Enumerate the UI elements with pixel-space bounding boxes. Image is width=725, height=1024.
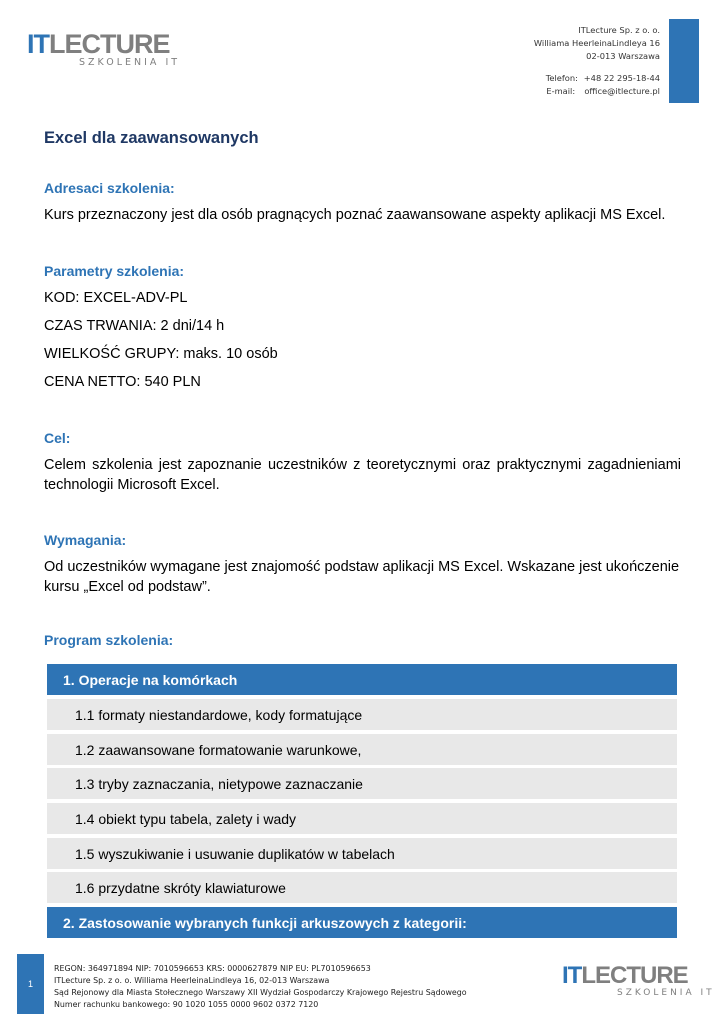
footer-logo [562, 964, 715, 998]
footer-registry: REGON: 364971894 NIP: 7010596653 KRS: 0000627879 NIP EU: PL7010596653 [54, 964, 371, 973]
footer-logo-tagline: SZKOLENIA IT [617, 988, 715, 998]
company-info [534, 24, 660, 98]
program-item-1-1: 1.1 formaty niestandardowe, kody formatujące [47, 699, 677, 730]
addressees-text: Kurs przeznaczony jest dla osób pragnących poznać zaawansowane aspekty aplikacji MS Excel. [44, 207, 666, 223]
logo-prefix: IT [27, 29, 49, 59]
program-section-1: 1. Operacje na komórkach [47, 664, 677, 695]
document-title: Excel dla zaawansowanych [44, 129, 259, 147]
page-number-bar [17, 954, 44, 1014]
logo-word: LECTURE [49, 29, 170, 59]
header-accent-bar [669, 19, 699, 103]
goal-heading: Cel: [44, 430, 71, 446]
param-price: CENA NETTO: 540 PLN [44, 374, 201, 390]
company-phone [534, 72, 660, 85]
params-heading: Parametry szkolenia: [44, 263, 185, 279]
company-logo [27, 30, 180, 68]
company-city: 02-013 Warszawa [586, 51, 660, 61]
page-number: 1 [27, 979, 33, 989]
param-duration: CZAS TRWANIA: 2 dni/14 h [44, 318, 225, 334]
addressees-heading: Adresaci szkolenia: [44, 180, 175, 196]
program-item-1-6: 1.6 przydatne skróty klawiaturowe [47, 872, 677, 903]
footer-logo-prefix: IT [562, 962, 582, 989]
footer-logo-word: LECTURE [581, 962, 688, 989]
company-name: ITLecture Sp. z o. o. [578, 25, 660, 35]
program-item-1-5: 1.5 wyszukiwanie i usuwanie duplikatów w tabelach [47, 838, 677, 869]
param-code: KOD: EXCEL-ADV-PL [44, 290, 188, 306]
requirements-text: Od uczestników wymagane jest znajomość podstaw aplikacji MS Excel. Wskazane jest ukończenie kursu „Excel od podstaw”. [44, 559, 680, 595]
company-email [534, 85, 660, 98]
email-label: E-mail: [546, 86, 576, 96]
footer-address: ITLecture Sp. z o. o. Williama HeerleinaLindleya 16, 02-013 Warszawa [54, 976, 330, 985]
footer-info [54, 963, 467, 1011]
program-item-1-2: 1.2 zaawansowane formatowanie warunkowe, [47, 734, 677, 765]
program-item-1-4: 1.4 obiekt typu tabela, zalety i wady [47, 803, 677, 834]
param-group-size: WIELKOŚĆ GRUPY: maks. 10 osób [44, 346, 278, 362]
phone-label: Telefon: [545, 73, 578, 83]
program-item-1-3: 1.3 tryby zaznaczania, nietypowe zaznaczanie [47, 768, 677, 799]
footer-bank-account: Numer rachunku bankowego: 90 1020 1055 0000 9602 0372 7120 [54, 1000, 319, 1009]
footer-court: Sąd Rejonowy dla Miasta Stołecznego Warszawy XII Wydział Gospodarczy Krajowego Rejestru Sądowego [54, 988, 467, 997]
email-value[interactable]: office@itlecture.pl [584, 86, 660, 96]
goal-text: Celem szkolenia jest zapoznanie uczestników z teoretycznymi oraz praktycznymi zagadnieniami technologii Microsoft Excel. [44, 457, 681, 493]
company-street: Williama HeerleinaLindleya 16 [533, 38, 660, 48]
requirements-heading: Wymagania: [44, 532, 127, 548]
program-section-2: 2. Zastosowanie wybranych funkcji arkuszowych z kategorii: [47, 907, 677, 938]
program-heading: Program szkolenia: [44, 632, 174, 648]
logo-tagline: SZKOLENIA IT [79, 57, 181, 68]
phone-value: +48 22 295-18-44 [583, 73, 660, 83]
